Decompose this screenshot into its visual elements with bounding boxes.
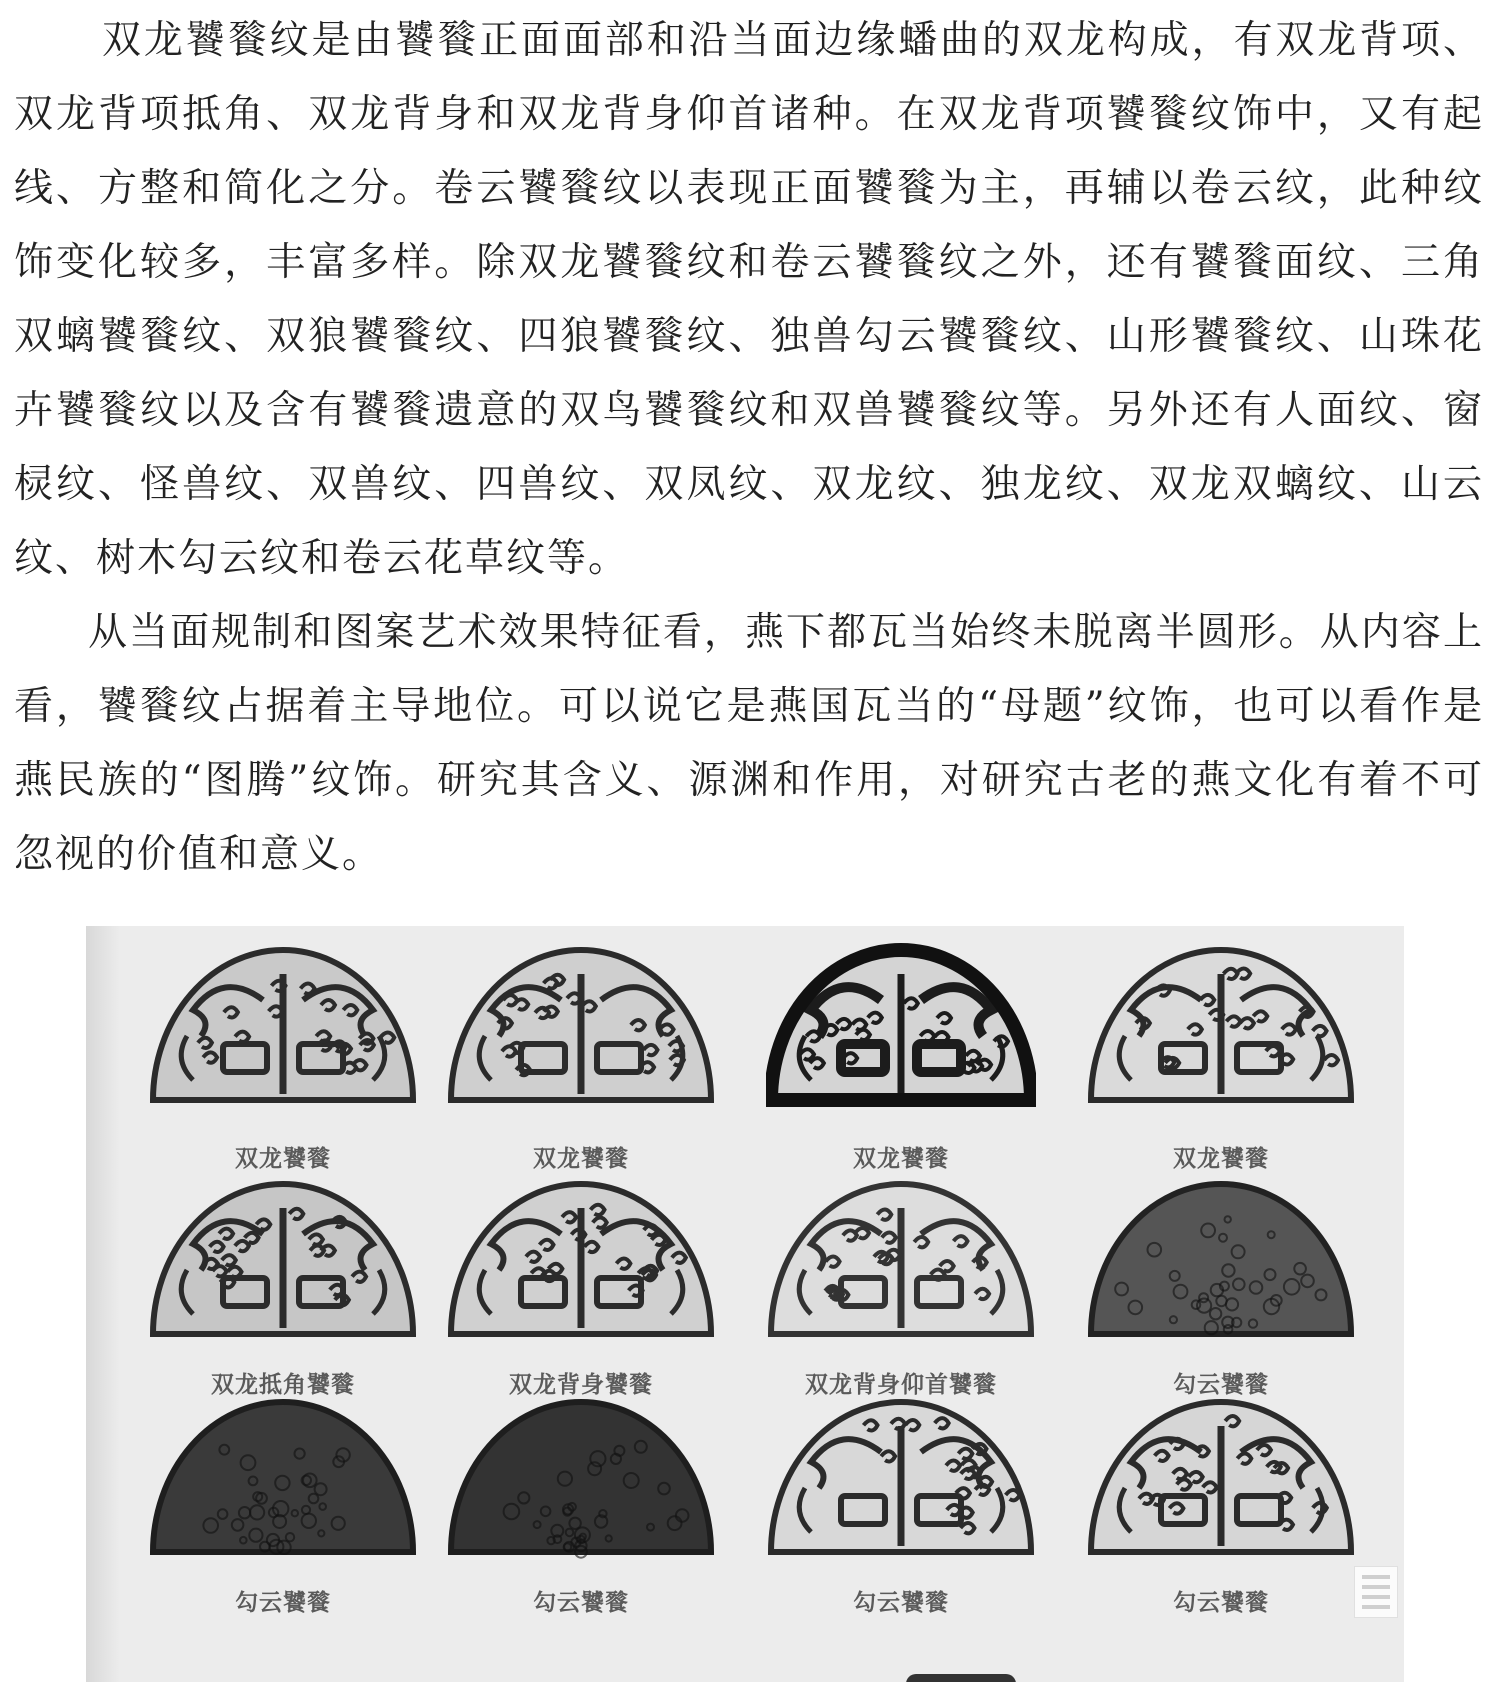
half-round-tile-image	[148, 1174, 418, 1344]
rubbing-tile	[446, 1174, 716, 1406]
half-round-tile-image	[766, 940, 1036, 1110]
half-round-tile-image	[446, 1174, 716, 1344]
rubbing-tile	[446, 1392, 716, 1624]
rubbing-tile	[148, 1174, 418, 1406]
half-round-tile-image	[766, 1392, 1036, 1562]
rubbing-caption: 勾云饕餮	[235, 1590, 331, 1616]
rubbing-tile	[1086, 1174, 1356, 1406]
paragraph-1: 双龙饕餮纹是由饕餮正面面部和沿当面边缘蟠曲的双龙构成，有双龙背项、双龙背项抵角、双龙背身和双龙背身仰首诸种。在双龙背项饕餮纹饰中，又有起 线、方整和简化之分。卷云饕餮纹以表现正面饕餮为主，再辅以卷云纹，此种纹饰变化较多，丰富多样。除双龙饕餮纹和卷云饕餮纹之外，还有饕餮面纹、三角双螭饕餮纹、双狼饕餮纹、四狼饕餮纹、独兽勾云饕餮纹、山形饕餮纹、山珠花卉饕餮纹以及含有饕餮遗意的双鸟饕餮纹和双兽饕餮纹等。另外还有人面纹、窗棂纹、怪兽纹、双兽纹、四兽纹、双凤纹、双龙纹、独龙纹、双龙双螭纹、山云纹、树木勾云纹和卷云花草纹等。	[14, 18, 1484, 581]
rubbing-caption: 勾云饕餮	[853, 1590, 949, 1616]
half-round-tile-image	[148, 1392, 418, 1562]
rubbing-caption: 双龙饕餮	[853, 1146, 949, 1172]
half-round-tile-image	[1086, 1392, 1356, 1562]
half-round-tile-image	[1086, 1174, 1356, 1344]
rubbing-caption: 双龙抵角饕餮	[211, 1372, 355, 1398]
half-round-tile-image	[1086, 940, 1356, 1110]
partial-next-rubbing	[906, 1674, 1016, 1682]
half-round-tile-image	[446, 1392, 716, 1562]
rubbing-tile	[1086, 940, 1356, 1180]
rubbing-caption: 勾云饕餮	[533, 1590, 629, 1616]
paragraph-2: 从当面规制和图案艺术效果特征看，燕下都瓦当始终未脱离半圆形。从内容上看，饕餮纹占据着主导地位。可以说它是燕国瓦当的“母题”纹饰，也可以看作是燕民族的“图腾”纹饰。研究其含义、源渊和作用，对研究古老的燕文化有着不可忽视的价值和意义。	[14, 610, 1484, 877]
rubbing-caption: 双龙饕餮	[533, 1146, 629, 1172]
half-round-tile-image	[446, 940, 716, 1110]
rubbing-caption: 勾云饕餮	[1173, 1590, 1269, 1616]
rubbing-tile	[766, 940, 1036, 1180]
rubbing-caption: 双龙背身仰首饕餮	[805, 1372, 997, 1398]
rubbing-tile	[148, 940, 418, 1180]
half-round-tile-image	[148, 940, 418, 1110]
rubbing-tile	[446, 940, 716, 1180]
rubbing-caption: 勾云饕餮	[1173, 1372, 1269, 1398]
rubbing-caption: 双龙饕餮	[1173, 1146, 1269, 1172]
rubbing-tile	[766, 1174, 1036, 1406]
roof-tile-rubbings-figure	[86, 926, 1404, 1682]
rubbing-tile	[766, 1392, 1036, 1624]
rubbing-tile	[148, 1392, 418, 1624]
corner-stamp-icon	[1354, 1566, 1398, 1618]
rubbing-caption: 双龙背身饕餮	[509, 1372, 653, 1398]
article-text	[14, 4, 1484, 892]
rubbing-tile	[1086, 1392, 1356, 1624]
half-round-tile-image	[766, 1174, 1036, 1344]
rubbing-caption: 双龙饕餮	[235, 1146, 331, 1172]
